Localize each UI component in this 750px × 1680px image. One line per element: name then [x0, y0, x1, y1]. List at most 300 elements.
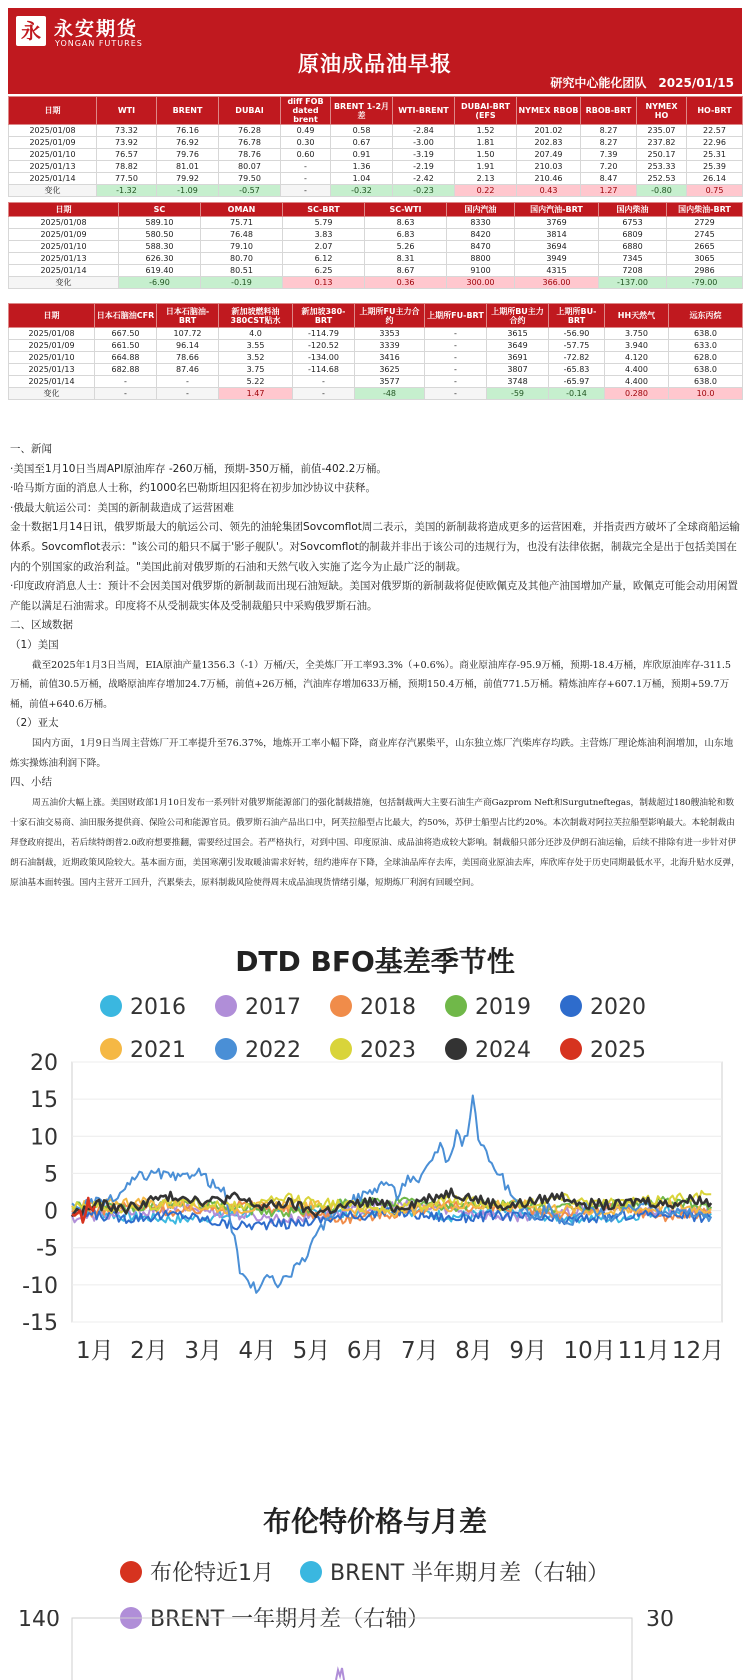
table-cell: 207.49: [517, 149, 581, 161]
column-header: 上期所BU-BRT: [549, 304, 605, 328]
table-cell: 4.400: [605, 376, 669, 388]
report-title: 原油成品油早报: [298, 52, 452, 76]
table-cell: 2665: [667, 241, 743, 253]
summary-heading: 四、小结: [10, 776, 52, 789]
table-cell: 78.66: [157, 352, 219, 364]
table-cell: 667.50: [95, 328, 157, 340]
table-cell: 1.36: [331, 161, 393, 173]
legend-item-2016[interactable]: [100, 995, 186, 1020]
table-cell: 6.12: [283, 253, 365, 265]
legend-item[interactable]: [300, 1556, 609, 1587]
legend-label: 布伦特近1月: [150, 1561, 274, 1586]
table-cell: -: [425, 376, 487, 388]
table-row: [9, 241, 743, 253]
change-label: 变化: [9, 388, 95, 400]
change-cell: -1.32: [97, 185, 157, 197]
table-cell: 5.22: [219, 376, 293, 388]
table-cell: 580.50: [119, 229, 201, 241]
legend-label: 2022: [245, 1038, 301, 1063]
change-row: [9, 277, 743, 289]
legend-item-2018[interactable]: [330, 995, 416, 1020]
change-cell: -0.32: [331, 185, 393, 197]
table-cell: 2745: [667, 229, 743, 241]
table-cell: 76.48: [201, 229, 283, 241]
table-cell: 2025/01/09: [9, 137, 97, 149]
table-cell: 3353: [355, 328, 425, 340]
table-cell: 3649: [487, 340, 549, 352]
y-tick-label: -15: [22, 1311, 58, 1336]
change-cell: -0.80: [637, 185, 687, 197]
table-cell: 79.50: [219, 173, 281, 185]
legend-dot-icon: [330, 995, 352, 1017]
table-cell: 2025/01/14: [9, 376, 95, 388]
legend-item[interactable]: [120, 1556, 274, 1587]
change-cell: 0.75: [687, 185, 743, 197]
table-cell: 202.83: [517, 137, 581, 149]
table-cell: 1.91: [455, 161, 517, 173]
x-tick-label: 1月: [76, 1338, 114, 1364]
table-cell: 3.52: [219, 352, 293, 364]
table-cell: 78.76: [219, 149, 281, 161]
table-cell: 8.67: [365, 265, 447, 277]
table-cell: 619.40: [119, 265, 201, 277]
column-header: 远东丙烷: [669, 304, 743, 328]
table-cell: 7.39: [581, 149, 637, 161]
change-label: 变化: [9, 277, 119, 289]
column-header: diff FOB dated brent: [281, 97, 331, 125]
column-header: SC: [119, 203, 201, 217]
table-row: [9, 352, 743, 364]
table-cell: -72.82: [549, 352, 605, 364]
legend-item-2017[interactable]: [215, 995, 301, 1020]
x-tick-label: 8月: [455, 1338, 493, 1364]
table-cell: -57.75: [549, 340, 605, 352]
table-cell: 1.81: [455, 137, 517, 149]
table-cell: -114.68: [293, 364, 355, 376]
table-cell: 588.30: [119, 241, 201, 253]
table-cell: 3625: [355, 364, 425, 376]
table-cell: 79.76: [157, 149, 219, 161]
team-date: 研究中心能化团队 2025/01/15: [550, 76, 734, 90]
table-cell: 87.46: [157, 364, 219, 376]
table-cell: 26.14: [687, 173, 743, 185]
y-left-tick-label: 140: [18, 1610, 60, 1632]
table-cell: 3615: [487, 328, 549, 340]
table-cell: 1.52: [455, 125, 517, 137]
legend-label: 2016: [130, 995, 186, 1020]
table-cell: 4.120: [605, 352, 669, 364]
change-cell: -0.14: [549, 388, 605, 400]
report-body: [10, 440, 740, 893]
legend-label: 2018: [360, 995, 416, 1020]
table-header-row: [9, 304, 743, 328]
legend-dot-icon: [560, 995, 582, 1017]
change-cell: -0.57: [219, 185, 281, 197]
table-cell: 661.50: [95, 340, 157, 352]
table-cell: 3416: [355, 352, 425, 364]
table-cell: 8470: [447, 241, 515, 253]
table-cell: 2025/01/08: [9, 125, 97, 137]
table-row: [9, 173, 743, 185]
legend-dot-icon: [300, 1561, 322, 1583]
table-cell: 9100: [447, 265, 515, 277]
table-cell: 8800: [447, 253, 515, 265]
change-cell: 0.13: [283, 277, 365, 289]
table-cell: 3694: [515, 241, 599, 253]
table-cell: 252.53: [637, 173, 687, 185]
column-header: 国内柴油-BRT: [667, 203, 743, 217]
table-cell: 6.25: [283, 265, 365, 277]
table-cell: 6880: [599, 241, 667, 253]
table-cell: 2025/01/13: [9, 161, 97, 173]
legend-dot-icon: [215, 995, 237, 1017]
table-cell: 80.51: [201, 265, 283, 277]
legend-item-2019[interactable]: [445, 995, 531, 1020]
table-cell: 3.75: [219, 364, 293, 376]
x-tick-label: 7月: [401, 1338, 439, 1364]
table-cell: -120.52: [293, 340, 355, 352]
table-cell: 682.88: [95, 364, 157, 376]
legend-label: 2017: [245, 995, 301, 1020]
table-cell: 664.88: [95, 352, 157, 364]
table-row: [9, 376, 743, 388]
table-cell: 250.17: [637, 149, 687, 161]
y-right-tick-label: 30: [646, 1610, 674, 1632]
column-header: 日期: [9, 97, 97, 125]
table-cell: -134.00: [293, 352, 355, 364]
change-cell: -79.00: [667, 277, 743, 289]
table-cell: -2.84: [393, 125, 455, 137]
news-item: ·美国至1月10日当周API原油库存 -260万桶，预期-350万桶，前值-402.2万桶。: [10, 462, 387, 475]
table-cell: 2025/01/10: [9, 149, 97, 161]
column-header: 国内汽油: [447, 203, 515, 217]
table-cell: 2025/01/08: [9, 217, 119, 229]
column-header: HH天然气: [605, 304, 669, 328]
table-cell: 2025/01/10: [9, 241, 119, 253]
table-cell: -: [95, 376, 157, 388]
column-header: OMAN: [201, 203, 283, 217]
column-header: HO-BRT: [687, 97, 743, 125]
table-cell: 2025/01/14: [9, 265, 119, 277]
table-row: [9, 340, 743, 352]
table-cell: -2.42: [393, 173, 455, 185]
table-cell: 3814: [515, 229, 599, 241]
legend-label: 2025: [590, 1038, 646, 1063]
column-header: BRENT 1-2月差: [331, 97, 393, 125]
table-cell: 3769: [515, 217, 599, 229]
table-cell: 3577: [355, 376, 425, 388]
table-cell: 22.96: [687, 137, 743, 149]
region-heading: 二、区域数据: [10, 619, 73, 632]
header-banner: [8, 8, 742, 94]
table-cell: 0.91: [331, 149, 393, 161]
table-cell: 2.07: [283, 241, 365, 253]
table-row: [9, 161, 743, 173]
table-cell: 4.0: [219, 328, 293, 340]
table-cell: 76.92: [157, 137, 219, 149]
column-header: SC-BRT: [283, 203, 365, 217]
change-row: [9, 185, 743, 197]
table-cell: 0.30: [281, 137, 331, 149]
change-cell: 0.280: [605, 388, 669, 400]
change-label: 变化: [9, 185, 97, 197]
change-cell: 0.36: [365, 277, 447, 289]
table-cell: 5.79: [283, 217, 365, 229]
table-cell: 8.27: [581, 125, 637, 137]
column-header: DUBAI: [219, 97, 281, 125]
table-cell: 76.16: [157, 125, 219, 137]
change-cell: -0.19: [201, 277, 283, 289]
legend-label: 2020: [590, 995, 646, 1020]
news-heading: 一、新闻: [10, 443, 52, 455]
table-cell: 8.63: [365, 217, 447, 229]
logo-icon: 永: [16, 16, 46, 46]
legend-dot-icon: [445, 995, 467, 1017]
table-cell: 7.20: [581, 161, 637, 173]
table-cell: 210.03: [517, 161, 581, 173]
table-cell: 8.31: [365, 253, 447, 265]
column-header: 国内柴油: [599, 203, 667, 217]
legend-item-2020[interactable]: [560, 995, 646, 1020]
news-item: ·俄最大航运公司：美国的新制裁造成了运营困难: [10, 501, 234, 514]
table-row: [9, 364, 743, 376]
region-asia-label: （2）亚太: [10, 717, 59, 730]
table-cell: 253.33: [637, 161, 687, 173]
column-header: 日本石脑油CFR: [95, 304, 157, 328]
legend-dot-icon: [120, 1561, 142, 1583]
table-cell: 4315: [515, 265, 599, 277]
region-us-label: （1）美国: [10, 638, 59, 651]
table-cell: 3065: [667, 253, 743, 265]
x-tick-label: 11月: [617, 1338, 670, 1364]
table-cell: 2.13: [455, 173, 517, 185]
change-cell: -59: [487, 388, 549, 400]
change-cell: -: [293, 388, 355, 400]
y-tick-label: -5: [36, 1236, 58, 1262]
table-cell: 201.02: [517, 125, 581, 137]
change-cell: -48: [355, 388, 425, 400]
table-header-row: [9, 97, 743, 125]
table-row: [9, 253, 743, 265]
table-cell: 235.07: [637, 125, 687, 137]
table-cell: 2025/01/10: [9, 352, 95, 364]
x-tick-label: 2月: [130, 1338, 168, 1364]
table-cell: 3.750: [605, 328, 669, 340]
table-cell: 589.10: [119, 217, 201, 229]
table-cell: 0.60: [281, 149, 331, 161]
chart2-plot: [0, 1610, 750, 1680]
table-cell: 2025/01/09: [9, 340, 95, 352]
table-cell: 81.01: [157, 161, 219, 173]
legend-label: 2024: [475, 1038, 531, 1063]
table-cell: 5.26: [365, 241, 447, 253]
x-tick-label: 12月: [671, 1338, 725, 1364]
column-header: NYMEX HO: [637, 97, 687, 125]
region-us-text: 截至2025年1月3日当周，EIA原油产量1356.3（-1）万桶/天，全美炼厂开工率93.3%（+0.6%）。商业原油库存-95.9万桶，预期-18.4万桶，库欣原油库存-311.5万桶，前值30.5万桶，战略原油库存增加24.7万桶，前值+26万桶，汽油库存增加633万桶，预期150.4万桶，前值771.5万桶。精炼油库存+607.1万桶，预期+59.7万桶，前值+640.6万桶。: [10, 659, 731, 710]
table-cell: 3807: [487, 364, 549, 376]
table-cell: 80.70: [201, 253, 283, 265]
table-cell: 25.39: [687, 161, 743, 173]
change-cell: -: [95, 388, 157, 400]
chart1-plot: [0, 1050, 750, 1470]
chart1-title: DTD BFO基差季节性: [235, 945, 515, 978]
table-cell: 210.46: [517, 173, 581, 185]
table-cell: 7208: [599, 265, 667, 277]
table-cell: 638.0: [669, 328, 743, 340]
table-cell: -: [293, 376, 355, 388]
table-cell: 8420: [447, 229, 515, 241]
legend-label: 2023: [360, 1038, 416, 1063]
y-tick-label: 20: [30, 1051, 58, 1076]
table-row: [9, 265, 743, 277]
table-cell: 76.28: [219, 125, 281, 137]
column-header: 日期: [9, 304, 95, 328]
table-cell: -65.97: [549, 376, 605, 388]
change-cell: -: [425, 388, 487, 400]
table-cell: -2.19: [393, 161, 455, 173]
y-tick-label: 15: [30, 1088, 58, 1114]
legend-label: 2019: [475, 995, 531, 1020]
table-cell: 77.50: [97, 173, 157, 185]
change-cell: 0.22: [455, 185, 517, 197]
x-tick-label: 9月: [509, 1338, 547, 1364]
table-cell: 73.32: [97, 125, 157, 137]
y-tick-label: -10: [22, 1273, 58, 1299]
column-header: 新加坡380-BRT: [293, 304, 355, 328]
table-cell: 79.92: [157, 173, 219, 185]
column-header: WTI-BRENT: [393, 97, 455, 125]
table-cell: 2025/01/13: [9, 364, 95, 376]
table-cell: 107.72: [157, 328, 219, 340]
table-cell: -: [281, 161, 331, 173]
x-tick-label: 3月: [184, 1338, 222, 1364]
table-row: [9, 125, 743, 137]
change-cell: -0.23: [393, 185, 455, 197]
table-cell: -65.83: [549, 364, 605, 376]
table-cell: 2986: [667, 265, 743, 277]
legend-label: 2021: [130, 1038, 186, 1063]
table-cell: 6753: [599, 217, 667, 229]
table-cell: 2025/01/08: [9, 328, 95, 340]
region-asia-text: 国内方面，1月9日当周主营炼厂开工率提升至76.37%，地炼开工率小幅下降，商业库存汽累柴平，山东独立炼厂汽柴库存均跌。主营炼厂理论炼油利润增加，山东地炼实操炼油利润下降。: [10, 737, 734, 769]
table-cell: 237.82: [637, 137, 687, 149]
table-cell: 0.67: [331, 137, 393, 149]
table-cell: 8.47: [581, 173, 637, 185]
plot-frame: [72, 1618, 632, 1680]
table-crude-prices: [8, 96, 743, 197]
summary-text: 周五油价大幅上涨。美国财政部1月10日发布一系列针对俄罗斯能源部门的强化制裁措施，包括制裁两大主要石油生产商Gazprom Neft和Surgutneftegas，制裁超过180艘油轮和数十家石油交易商、油田服务提供商、保险公司和能源官员。俄罗斯石油产品出口中，阿芙拉船型占比最大，约50%，苏伊士船型占比约20%。本次制裁对阿拉芙拉船型影响最大。本轮制裁由拜登政府提出，若后续特朗普2.0政府想要推翻，需要经过国会。若严格执行，对到中国、印度原油、成品油将造成较大影响。制裁船只部分还涉及伊朗石油运输，后续不排除有进一步针对伊朗石油制裁，近期政策风险较大。基本面方面，美国寒潮引发取暖油需求好转，纽约港库存下降，全球油品库存去库，美国商业原油去库，库欣库存处于历史同期最低水平，北海升贴水反弹，原油基本面转强。国内主营开工回升，汽累柴去，原料制裁风险使得周末成品油现货情绪引爆，短期炼厂利润有回暖空间。: [10, 797, 740, 888]
table-cell: 0.49: [281, 125, 331, 137]
column-header: RBOB-BRT: [581, 97, 637, 125]
change-cell: 10.0: [669, 388, 743, 400]
table-cell: 78.82: [97, 161, 157, 173]
table-cell: 79.10: [201, 241, 283, 253]
change-cell: -: [157, 388, 219, 400]
column-header: 上期所BU主力合约: [487, 304, 549, 328]
table-cell: 3691: [487, 352, 549, 364]
table-products: [8, 303, 743, 400]
table-cell: 22.57: [687, 125, 743, 137]
table-sc-domestic: [8, 202, 743, 289]
x-tick-label: 4月: [238, 1338, 277, 1364]
table-cell: 3.83: [283, 229, 365, 241]
change-row: [9, 388, 743, 400]
table-cell: 6809: [599, 229, 667, 241]
news-item: ·哈马斯方面的消息人士称，约1000名巴勒斯坦囚犯将在初步加沙协议中获释。: [10, 482, 377, 495]
company-name: 永安期货: [54, 18, 139, 40]
table-row: [9, 328, 743, 340]
column-header: 国内汽油-BRT: [515, 203, 599, 217]
table-cell: 3748: [487, 376, 549, 388]
table-cell: 1.04: [331, 173, 393, 185]
x-tick-label: 6月: [346, 1338, 385, 1364]
table-cell: 638.0: [669, 364, 743, 376]
column-header: 日本石脑油-BRT: [157, 304, 219, 328]
change-cell: -1.09: [157, 185, 219, 197]
table-cell: -56.90: [549, 328, 605, 340]
table-cell: 96.14: [157, 340, 219, 352]
table-cell: 73.92: [97, 137, 157, 149]
x-tick-label: 10月: [563, 1338, 616, 1364]
table-cell: 8.27: [581, 137, 637, 149]
table-cell: 76.78: [219, 137, 281, 149]
change-cell: 1.47: [219, 388, 293, 400]
change-cell: -6.90: [119, 277, 201, 289]
table-cell: 75.71: [201, 217, 283, 229]
table-cell: -: [157, 376, 219, 388]
table-row: [9, 137, 743, 149]
table-cell: -: [425, 352, 487, 364]
news-item: 金十数据1月14日讯，俄罗斯最大的航运公司、领先的油轮集团Sovcomflot周二表示，美国的新制裁将造成更多的运营困难，并指责西方破坏了全球商船运输体系。Sovcomflot表示："该公司的船只不属于'影子舰队'。对Sovcomflot的制裁并非出于该公司的违规行为，也没有法律依据，制裁完全是出于包括美国在内的个别国家的政治利益。"美国此前对俄罗斯的石油和天然气收入实施了迄今为止最广泛的制裁。: [10, 521, 740, 573]
table-cell: 2025/01/09: [9, 229, 119, 241]
change-cell: -137.00: [599, 277, 667, 289]
table-cell: 626.30: [119, 253, 201, 265]
table-cell: 76.57: [97, 149, 157, 161]
table-header-row: [9, 203, 743, 217]
table-row: [9, 229, 743, 241]
table-row: [9, 217, 743, 229]
table-cell: 3.940: [605, 340, 669, 352]
table-row: [9, 149, 743, 161]
table-cell: -114.79: [293, 328, 355, 340]
table-cell: 3339: [355, 340, 425, 352]
table-cell: -: [425, 364, 487, 376]
series-line-2022: [72, 1096, 711, 1293]
change-cell: 366.00: [515, 277, 599, 289]
y-tick-label: 10: [30, 1125, 58, 1151]
company-name-en: YONGAN FUTURES: [55, 39, 143, 48]
table-cell: -: [425, 328, 487, 340]
table-cell: 3949: [515, 253, 599, 265]
news-item: ·印度政府消息人士：预计不会因美国对俄罗斯的新制裁而出现石油短缺。美国对俄罗斯的新制裁将促使欧佩克及其他产油国增加产量，欧佩克可能会动用闲置产能以满足石油需求。印度将不从受制裁实体及受制裁船只中采购俄罗斯石油。: [10, 580, 738, 612]
chart2-title: 布伦特价格与月差: [262, 1505, 487, 1538]
table-cell: 0.58: [331, 125, 393, 137]
table-cell: 6.83: [365, 229, 447, 241]
column-header: NYMEX RBOB: [517, 97, 581, 125]
change-cell: 300.00: [447, 277, 515, 289]
y-tick-label: 0: [44, 1199, 58, 1225]
table-cell: 628.0: [669, 352, 743, 364]
x-tick-label: 5月: [292, 1338, 331, 1364]
change-cell: 1.27: [581, 185, 637, 197]
column-header: 新加坡燃料油380CST贴水: [219, 304, 293, 328]
change-cell: 0.43: [517, 185, 581, 197]
table-cell: 2729: [667, 217, 743, 229]
table-cell: -: [281, 173, 331, 185]
column-header: DUBAI-BRT (EFS: [455, 97, 517, 125]
table-cell: 7345: [599, 253, 667, 265]
column-header: 上期所FU-BRT: [425, 304, 487, 328]
